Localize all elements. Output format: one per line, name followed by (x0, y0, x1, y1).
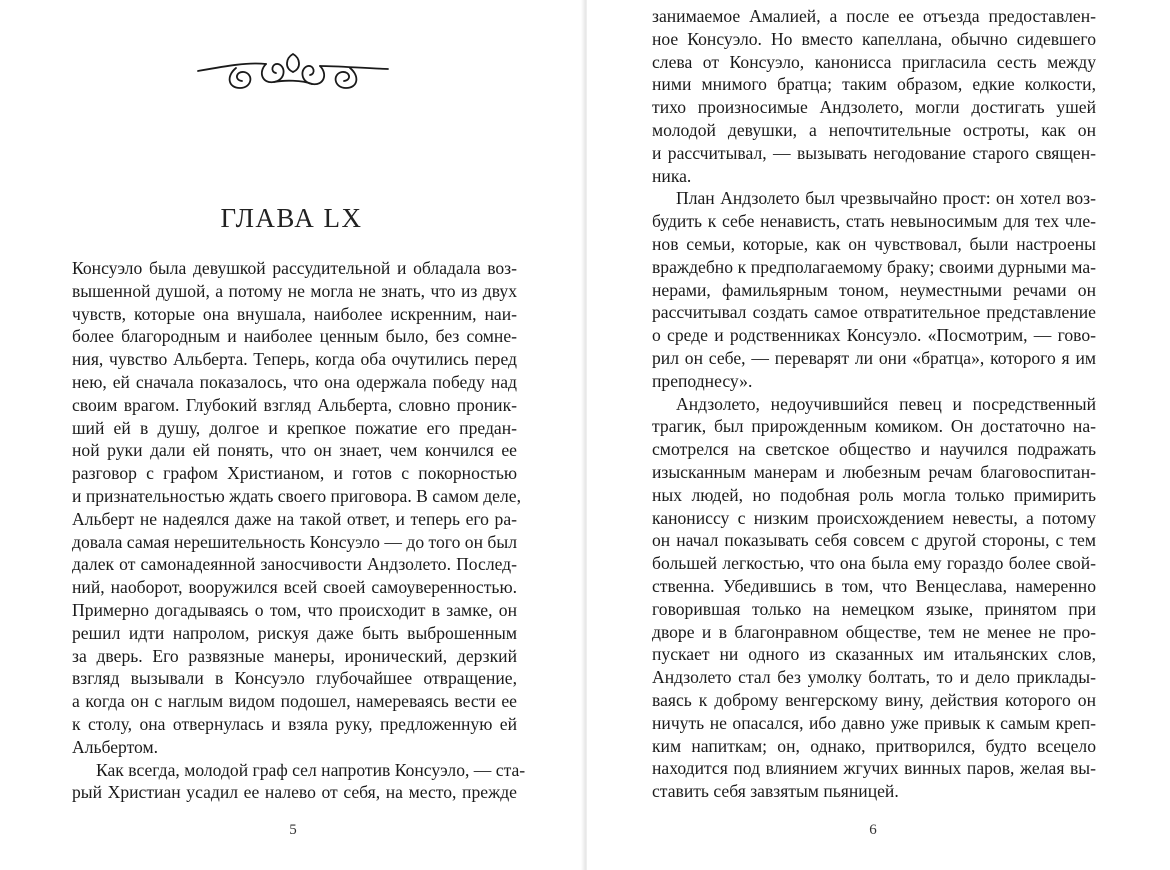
text-line: ничуть не опасался, ибо давно уже привык к самым креп- (652, 712, 1096, 733)
text-line: ваясь к доброму венгерскому вину, действия которого он (652, 689, 1096, 710)
text-line: ных людей, но подобная роль могла только примирить (652, 484, 1096, 505)
text-line: нов семьи, которые, как он чувствовал, были настроены (652, 233, 1096, 254)
text-line: за дверь. Его развязные манеры, иронический, дерзкий (72, 645, 517, 666)
text-line: рый Христиан усадил ее налево от себя, на место, прежде (72, 782, 517, 803)
text-line: находится под влиянием жгучих винных паров, желая вы- (652, 758, 1096, 779)
text-line: ними мнимого братца; таким образом, едкие колкости, (652, 74, 1096, 95)
text-line: более благородным и наиболее ценным было, без сомне- (72, 326, 517, 347)
text-line: ной руки дали ей понять, что он знает, чем кончился ее (72, 440, 517, 461)
text-line: о среде и родственниках Консуэло. «Посмотрим, — гово- (652, 325, 1096, 346)
text-line: канониссу с низким происхождением невесты, а потому (652, 507, 1096, 528)
text-line: а когда он с наглым видом подошел, намереваясь вести ее (72, 691, 517, 712)
text-line: чувств, которые она внушала, наиболее искренним, наи- (72, 303, 517, 324)
text-line: решил идти напролом, рискуя даже быть выброшенным (72, 622, 517, 643)
text-line: взгляд вызывали в Консуэло глубочайшее отвращение, (72, 668, 517, 689)
text-line: ственна. Убедившись в том, что Венцеслава, намеренно (652, 575, 1096, 596)
text-line: трагик, был прирожденным комиком. Он достаточно на- (652, 416, 1096, 437)
text-line: ший ей в душу, долгое и крепкое пожатие его предан- (72, 417, 517, 438)
text-line: молодой девушки, а непочтительные остроты, как он (652, 119, 1096, 140)
page-number: 6 (869, 822, 877, 838)
text-line: Андзолето стал без умолку болтать, то и дело приклады- (652, 667, 1096, 688)
left-page (0, 0, 583, 870)
text-line: рил он себе, — переварят ли они «братца», которого я им (652, 347, 1096, 368)
text-line: враждебно к предполагаемому браку; своими дурными ма- (652, 256, 1096, 277)
text-line: далек от самонадеянной заносчивости Андзолето. Послед- (72, 554, 517, 575)
text-line: Консуэло была девушкой рассудительной и обладала воз- (72, 258, 517, 278)
text-line: ния, чувство Альберта. Теперь, когда оба очутились перед (72, 349, 517, 370)
right-page-text (652, 5, 1096, 803)
chapter-title: ГЛАВА LX (220, 203, 363, 233)
text-line: к столу, она отвернулась и взяла руку, предложенную ей (72, 713, 517, 734)
text-line: Альбертом. (72, 736, 159, 757)
page-number: 5 (289, 822, 297, 838)
text-line: вышенной душой, а потому не могла не знать, что из двух (72, 280, 517, 301)
text-line: Альберт не надеялся даже на такой ответ, и теперь его ра- (72, 508, 517, 529)
text-line: говорившая только на немецком языке, принятом при (652, 598, 1096, 619)
text-line: Андзолето, недоучившийся певец и посредственный (676, 393, 1096, 414)
text-line: занимаемое Амалией, а после ее отъезда предоставлен- (652, 6, 1096, 26)
text-line: довала самая нерешительность Консуэло — до того он был (72, 531, 517, 552)
right-page (587, 0, 1170, 870)
text-line: он начал показывать себя совсем с другой стороны, с тем (652, 530, 1096, 551)
text-line: и рассчитывал, — вызывать негодование старого священ- (652, 142, 1096, 163)
text-line: ний, наоборот, вооружился всей своей самоуверенностью. (72, 577, 517, 598)
text-line: ким напиткам; он, однако, притворился, будто всецело (652, 735, 1096, 756)
text-line: преподнесу». (652, 370, 753, 391)
text-line: своим врагом. Глубокий взгляд Альберта, словно проник- (72, 394, 517, 415)
text-line: и признательностью ждать своего приговора. В самом деле, (72, 485, 521, 506)
left-page-text (72, 257, 526, 804)
text-line: нею, ей сначала показалось, что она одержала победу над (72, 371, 517, 392)
text-line: План Андзолето был чрезвычайно прост: он хотел воз- (676, 188, 1096, 209)
text-line: ника. (652, 165, 692, 186)
text-line: тихо произносимые Андзолето, могли достигать ушей (652, 97, 1096, 118)
text-line: пускает ни одного из сказанных им итальянских слов, (652, 644, 1096, 665)
text-line: рассчитывал создать самое отвратительное представление (652, 302, 1096, 323)
text-line: дворе и в благонравном обществе, тем не менее не про- (652, 621, 1096, 642)
text-line: Как всегда, молодой граф сел напротив Консуэло, — ста- (96, 759, 526, 780)
text-line: будить к себе ненависть, стать невыносимым для тех чле- (652, 211, 1096, 232)
text-line: нерами, фамильярным тоном, неуместными речами он (652, 279, 1096, 300)
text-line: большей легкостью, что она была ему гораздо более свой- (652, 553, 1096, 574)
text-line: смотрелся на светское общество и научился подражать (652, 439, 1096, 460)
flourish-ornament-icon (196, 44, 390, 96)
text-line: ное Консуэло. Но вместо капеллана, обычно сидевшего (652, 28, 1096, 49)
text-line: слева от Консуэло, канонисса пригласила сесть между (652, 51, 1096, 72)
text-line: разговор с графом Христианом, и готов с покорностью (72, 463, 517, 484)
text-line: изысканным манерам и любезным речам благовоспитан- (652, 461, 1096, 482)
text-line: ставить себя завзятым пьяницей. (652, 781, 899, 802)
text-line: Примерно догадываясь о том, что происходит в замке, он (72, 599, 517, 620)
